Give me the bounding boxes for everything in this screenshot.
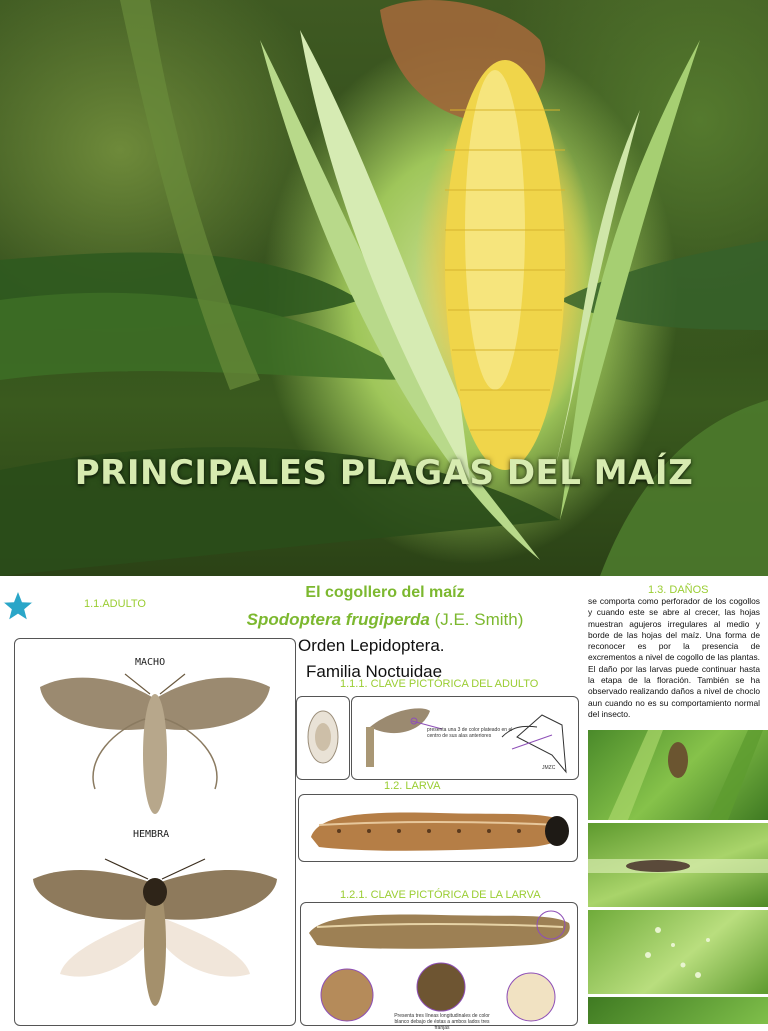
species-name: Spodoptera frugiperda: [246, 610, 430, 629]
larva-label: 1.2. LARVA: [384, 780, 441, 792]
adult-wing-key: [351, 696, 579, 780]
species-author: (J.E. Smith): [429, 610, 524, 629]
damage-photo-1: [588, 730, 768, 820]
larva-panel: [298, 794, 578, 862]
damage-label: 1.3. DAÑOS: [648, 584, 709, 596]
damage-description: se comporta como perforador de los cogollos y cuando este se abre al crecer, las hojas muestran agujeros irregulares al medio y borde de las hojas del maíz. Una forma de reconocer es por la presencia de excrementos a nivel de cogollo de las plantas. El daño por las larvas puede continuar hasta la etapa de la floración. También se ha observado realizando daños a nivel de choclo aun cuando no es su comportamiento normal del insecto.: [588, 596, 760, 719]
larva-key-image: [301, 903, 577, 1025]
cover-title: PRINCIPALES PLAGAS DEL MAÍZ: [74, 453, 694, 493]
damage-photo-3: [588, 910, 768, 994]
scientific-name: [230, 610, 540, 630]
adult-moth-panel: [14, 638, 296, 1026]
taxonomic-family: Familia Noctuidae: [306, 662, 443, 681]
damage-photo-2: [588, 823, 768, 907]
male-moth-image: [15, 659, 295, 819]
male-label: MACHO: [135, 657, 166, 668]
female-label: HEMBRA: [133, 829, 170, 840]
key-larva-label: 1.2.1. CLAVE PICTÓRICA DE LA LARVA: [340, 889, 541, 901]
damage-photo-4: [588, 997, 768, 1024]
key-adult-credit: JMZC: [542, 765, 556, 771]
damage-photo-2-image: [588, 823, 768, 907]
poster: [0, 576, 768, 1031]
larva-key-panel: [300, 902, 578, 1031]
damage-photo-3-image: [588, 910, 768, 994]
taxonomic-order: Orden Lepidoptera.: [298, 636, 445, 655]
star-icon: [0, 588, 36, 624]
key-larva-note: Presenta tres líneas longitudinales de color blanco debajo de éstas a ambos lados tres franjas: [394, 1013, 490, 1031]
section-adult-label: 1.1.ADULTO: [84, 598, 146, 610]
poster-title: El cogollero del maíz: [305, 584, 465, 601]
key-adult-note: presenta una 3 de color plateado en el centro de sus alas anteriores: [427, 727, 513, 739]
female-moth-image: [15, 844, 295, 1024]
moth-head-image: [297, 697, 349, 779]
key-adult-label: 1.1.1. CLAVE PICTÓRICA DEL ADULTO: [340, 678, 539, 690]
larva-image: [299, 795, 577, 861]
adult-head-thumb: [296, 696, 350, 780]
damage-photo-1-image: [588, 730, 768, 820]
